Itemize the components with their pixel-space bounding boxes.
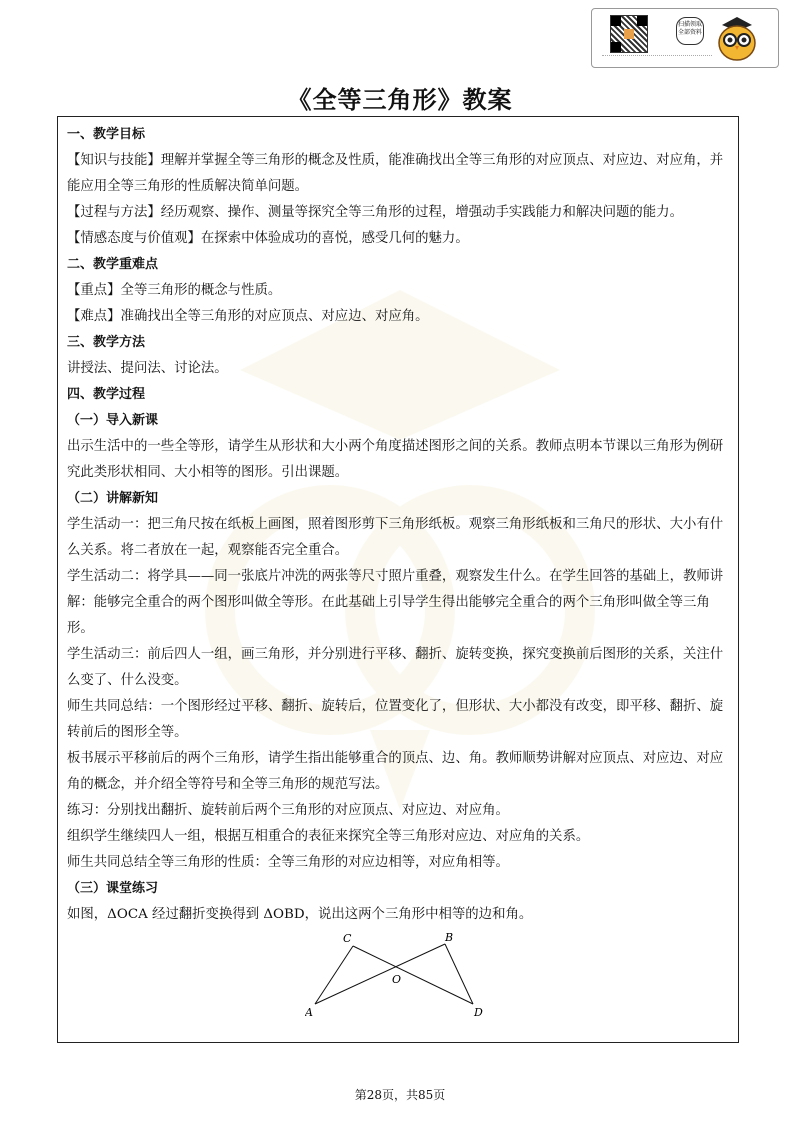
paragraph: 【难点】准确找出全等三角形的对应顶点、对应边、对应角。	[67, 309, 429, 324]
section-heading: 三、教学方法	[67, 335, 146, 350]
paragraph: 【重点】全等三角形的概念与性质。	[67, 283, 282, 298]
paragraph: 组织学生继续四人一组，根据互相重合的表征来探究全等三角形对应边、对应角的关系。	[67, 829, 590, 844]
vertex-label-d: D	[474, 1006, 483, 1018]
subsection-heading: （二）讲解新知	[67, 491, 159, 506]
section-heading: 一、教学目标	[67, 127, 146, 142]
page-number: 第28页，共85页	[354, 1088, 446, 1102]
paragraph: 板书展示平移前后的两个三角形，请学生指出能够重合的顶点、边、角。教师顺势讲解对应顶点、对应边、对应角的概念，并介绍全等符号和全等三角形的规范写法。	[67, 751, 724, 792]
header-banner	[591, 8, 779, 68]
paragraph: 学生活动三：前后四人一组，画三角形，并分别进行平移、翻折、旋转变换，探究变换前后图形的关系，关注什么变了、什么没变。	[67, 647, 724, 688]
paragraph: 【情感态度与价值观】在探索中体验成功的喜悦，感受几何的魅力。	[67, 231, 469, 246]
banner-fine-print	[602, 55, 712, 59]
triangle-figure	[305, 932, 495, 1018]
section-heading: 四、教学过程	[67, 387, 146, 402]
paragraph: 如图，ΔOCA 经过翻折变换得到 ΔOBD，说出这两个三角形中相等的边和角。	[67, 907, 533, 922]
paragraph: 讲授法、提问法、讨论法。	[67, 361, 228, 376]
vertex-label-o: O	[392, 973, 402, 986]
paragraph: 练习：分别找出翻折、旋转前后两个三角形的对应顶点、对应边、对应角。	[67, 803, 509, 818]
vertex-label-a: A	[305, 1006, 313, 1018]
paragraph: 【知识与技能】理解并掌握全等三角形的概念及性质，能准确找出全等三角形的对应顶点、对应边、对应角，并能应用全等三角形的性质解决简单问题。	[67, 153, 724, 194]
segment-bd	[445, 944, 473, 1004]
owl-graduate-icon	[712, 13, 762, 63]
paragraph: 师生共同总结：一个图形经过平移、翻折、旋转后，位置变化了，但形状、大小都没有改变，即平移、翻折、旋转前后的图形全等。	[67, 699, 724, 740]
subsection-heading: （三）课堂练习	[67, 881, 159, 896]
lesson-plan-content	[67, 122, 733, 1018]
paragraph: 学生活动二：将学具——同一张底片冲洗的两张等尺寸照片重叠，观察发生什么。在学生回答的基础上，教师讲解：能够完全重合的两个图形叫做全等形。在此基础上引导学生得出能够完全重合的两个三角形叫做全等三角形。	[67, 569, 724, 636]
section-heading: 二、教学重难点	[67, 257, 159, 272]
paragraph: 【过程与方法】经历观察、操作、测量等探究全等三角形的过程，增强动手实践能力和解决问题的能力。	[67, 205, 683, 220]
vertex-label-c: C	[343, 932, 352, 945]
subsection-heading: （一）导入新课	[67, 413, 159, 428]
paragraph: 出示生活中的一些全等形，请学生从形状和大小两个角度描述图形之间的关系。教师点明本节课以三角形为例研究此类形状相同、大小相等的图形。引出课题。	[67, 439, 724, 480]
vertex-label-b: B	[445, 932, 454, 944]
qr-code-icon[interactable]	[610, 15, 648, 53]
paragraph: 师生共同总结全等三角形的性质：全等三角形的对应边相等，对应角相等。	[67, 855, 509, 870]
segment-cd	[353, 946, 473, 1004]
page-title: 《全等三角形》教案	[287, 86, 513, 114]
speech-bubble: 扫描领取全部资料	[676, 17, 704, 45]
paragraph: 学生活动一：把三角尺按在纸板上画图，照着图形剪下三角形纸板。观察三角形纸板和三角尺的形状、大小有什么关系。将二者放在一起，观察能否完全重合。	[67, 517, 724, 558]
